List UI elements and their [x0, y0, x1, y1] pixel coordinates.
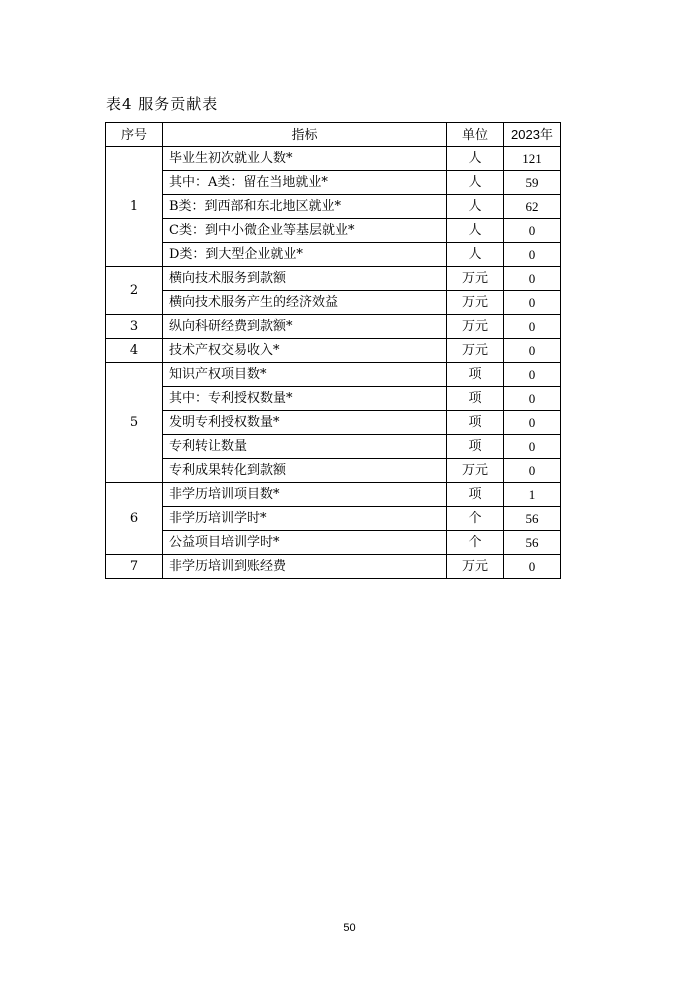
- indicator-cell: 横向技术服务到款额: [163, 267, 447, 291]
- value-cell: 59: [504, 171, 561, 195]
- unit-cell: 项: [447, 411, 504, 435]
- indicator-cell: B类：到西部和东北地区就业*: [163, 195, 447, 219]
- table-row: [106, 339, 561, 363]
- table-body: [106, 147, 561, 579]
- table-row: [106, 291, 561, 315]
- unit-cell: 人: [447, 219, 504, 243]
- seq-cell: 6: [106, 483, 163, 555]
- value-cell: 0: [504, 243, 561, 267]
- value-cell: 56: [504, 507, 561, 531]
- table-row: [106, 243, 561, 267]
- unit-cell: 项: [447, 435, 504, 459]
- indicator-cell: 技术产权交易收入*: [163, 339, 447, 363]
- value-cell: 0: [504, 363, 561, 387]
- table-caption: 表4 服务贡献表: [106, 95, 219, 113]
- indicator-cell: 公益项目培训学时*: [163, 531, 447, 555]
- unit-cell: 人: [447, 243, 504, 267]
- value-cell: 0: [504, 411, 561, 435]
- indicator-cell: 非学历培训项目数*: [163, 483, 447, 507]
- table-row: [106, 459, 561, 483]
- table-row: [106, 507, 561, 531]
- seq-cell: 7: [106, 555, 163, 579]
- unit-cell: 万元: [447, 291, 504, 315]
- value-cell: 1: [504, 483, 561, 507]
- header-unit: 单位: [447, 123, 504, 147]
- table-row: [106, 219, 561, 243]
- unit-cell: 人: [447, 195, 504, 219]
- value-cell: 0: [504, 267, 561, 291]
- value-cell: 0: [504, 555, 561, 579]
- indicator-cell: 毕业生初次就业人数*: [163, 147, 447, 171]
- unit-cell: 人: [447, 171, 504, 195]
- value-cell: 0: [504, 219, 561, 243]
- unit-cell: 个: [447, 507, 504, 531]
- value-cell: 0: [504, 339, 561, 363]
- table-row: [106, 435, 561, 459]
- unit-cell: 万元: [447, 459, 504, 483]
- value-cell: 62: [504, 195, 561, 219]
- table-row: [106, 171, 561, 195]
- value-cell: 0: [504, 315, 561, 339]
- unit-cell: 万元: [447, 315, 504, 339]
- value-cell: 0: [504, 291, 561, 315]
- seq-cell: 3: [106, 315, 163, 339]
- table-row: [106, 267, 561, 291]
- table-row: [106, 483, 561, 507]
- seq-cell: 1: [106, 147, 163, 267]
- indicator-cell: 专利转让数量: [163, 435, 447, 459]
- unit-cell: 项: [447, 387, 504, 411]
- unit-cell: 项: [447, 363, 504, 387]
- indicator-cell: D类：到大型企业就业*: [163, 243, 447, 267]
- indicator-cell: 非学历培训到账经费: [163, 555, 447, 579]
- indicator-cell: 非学历培训学时*: [163, 507, 447, 531]
- value-cell: 121: [504, 147, 561, 171]
- indicator-cell: C类：到中小微企业等基层就业*: [163, 219, 447, 243]
- table-row: [106, 195, 561, 219]
- value-cell: 56: [504, 531, 561, 555]
- value-cell: 0: [504, 459, 561, 483]
- seq-cell: 5: [106, 363, 163, 483]
- unit-cell: 人: [447, 147, 504, 171]
- indicator-cell: 其中：专利授权数量*: [163, 387, 447, 411]
- unit-cell: 万元: [447, 555, 504, 579]
- header-row: [106, 123, 561, 147]
- header-indicator: 指标: [163, 123, 447, 147]
- header-year: 2023年: [504, 123, 561, 147]
- table-row: [106, 531, 561, 555]
- value-cell: 0: [504, 387, 561, 411]
- service-contribution-table: [105, 122, 561, 579]
- table-row: [106, 147, 561, 171]
- unit-cell: 项: [447, 483, 504, 507]
- table-row: [106, 555, 561, 579]
- indicator-cell: 发明专利授权数量*: [163, 411, 447, 435]
- unit-cell: 万元: [447, 339, 504, 363]
- page-number: 50: [343, 922, 356, 934]
- indicator-cell: 专利成果转化到款额: [163, 459, 447, 483]
- table-row: [106, 411, 561, 435]
- indicator-cell: 其中：A类：留在当地就业*: [163, 171, 447, 195]
- seq-cell: 2: [106, 267, 163, 315]
- table-row: [106, 387, 561, 411]
- header-seq: 序号: [106, 123, 163, 147]
- indicator-cell: 知识产权项目数*: [163, 363, 447, 387]
- table-row: [106, 363, 561, 387]
- unit-cell: 万元: [447, 267, 504, 291]
- indicator-cell: 横向技术服务产生的经济效益: [163, 291, 447, 315]
- unit-cell: 个: [447, 531, 504, 555]
- seq-cell: 4: [106, 339, 163, 363]
- value-cell: 0: [504, 435, 561, 459]
- indicator-cell: 纵向科研经费到款额*: [163, 315, 447, 339]
- table-row: [106, 315, 561, 339]
